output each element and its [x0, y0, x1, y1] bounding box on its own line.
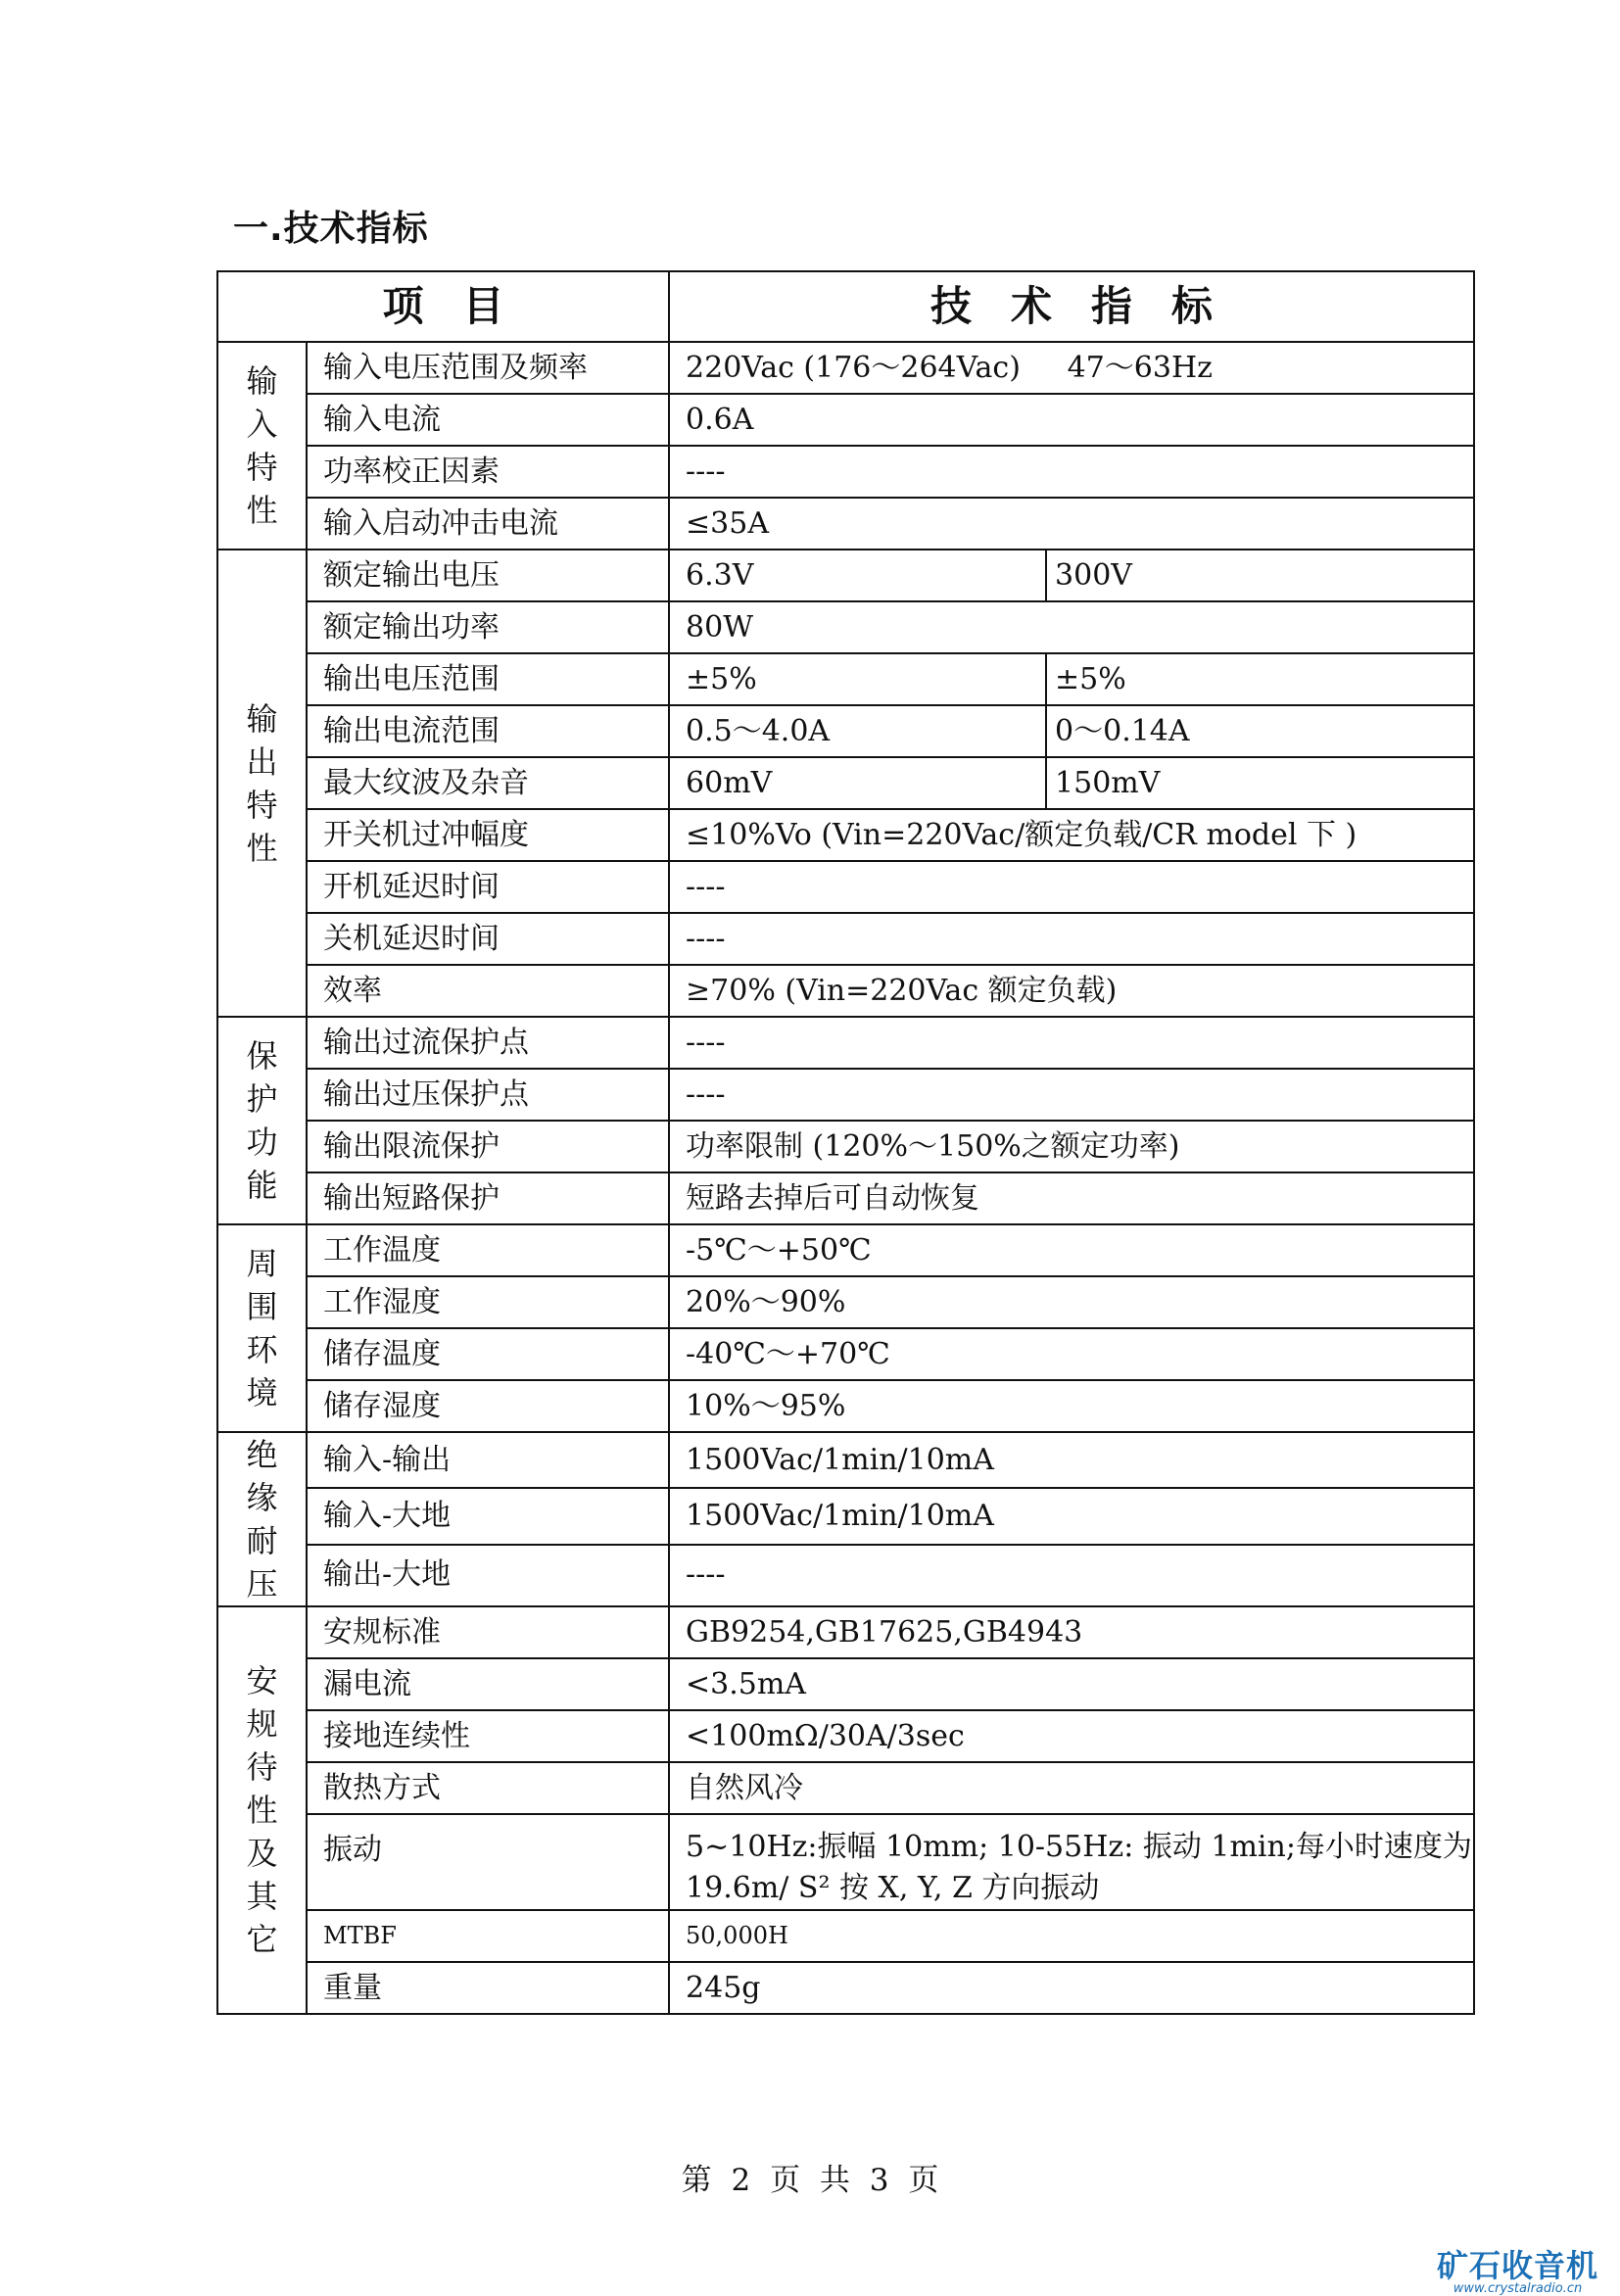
row-value: -5℃～+50℃	[669, 1224, 1474, 1276]
row-value: ≤35A	[669, 498, 1474, 550]
table-row	[217, 1545, 1474, 1606]
row-value: ----	[669, 1545, 1474, 1606]
row-value: <3.5mA	[669, 1658, 1474, 1710]
vibration-line-2: 19.6m/ S² 按 X, Y, Z 方向振动	[686, 1871, 1100, 1905]
row-label: 输出限流保护	[307, 1121, 669, 1172]
group-env: 周围环境	[217, 1224, 307, 1432]
row-value: <100mΩ/30A/3sec	[669, 1710, 1474, 1762]
header-spec: 技术指标	[669, 271, 1474, 342]
row-label: 输出过流保护点	[307, 1017, 669, 1069]
row-label: 重量	[307, 1962, 669, 2014]
row-label: 功率校正因素	[307, 446, 669, 498]
table-row	[217, 1224, 1474, 1276]
table-row	[217, 1488, 1474, 1544]
row-value: ≥70% (Vin=220Vac 额定负载)	[669, 965, 1474, 1017]
row-value: 功率限制 (120%～150%之额定功率)	[669, 1121, 1474, 1172]
row-value: ≤10%Vo (Vin=220Vac/额定负载/CR model 下 )	[669, 809, 1474, 861]
page-footer: 第 2 页 共 3 页	[681, 2163, 939, 2198]
table-row	[217, 601, 1474, 653]
group-protect: 保护功能	[217, 1017, 307, 1224]
table-row	[217, 861, 1474, 913]
row-label: 漏电流	[307, 1658, 669, 1710]
table-row	[217, 1658, 1474, 1710]
table-row	[217, 1910, 1474, 1962]
row-label: 输入电流	[307, 394, 669, 446]
row-value: 短路去掉后可自动恢复	[669, 1172, 1474, 1224]
row-value: 220Vac (176～264Vac) 47～63Hz	[669, 342, 1474, 394]
row-value: 6.3V	[669, 550, 1046, 601]
row-label: 输入启动冲击电流	[307, 498, 669, 550]
row-value: -40℃～+70℃	[669, 1328, 1474, 1380]
table-row	[217, 809, 1474, 861]
row-label: 工作湿度	[307, 1276, 669, 1328]
row-label: 安规标准	[307, 1606, 669, 1658]
table-row	[217, 1172, 1474, 1224]
table-row	[217, 913, 1474, 965]
row-value: 1500Vac/1min/10mA	[669, 1488, 1474, 1544]
row-value: ----	[669, 446, 1474, 498]
row-label: 输入电压范围及频率	[307, 342, 669, 394]
row-label: 工作温度	[307, 1224, 669, 1276]
row-label: 振动	[307, 1814, 669, 1910]
row-label: 输出-大地	[307, 1545, 669, 1606]
row-label: 储存温度	[307, 1328, 669, 1380]
table-row	[217, 1814, 1474, 1910]
vibration-line-1: 5~10Hz:振幅 10mm; 10-55Hz: 振动 1min;每小时速度为	[686, 1830, 1472, 1864]
row-value: 10%～95%	[669, 1380, 1474, 1432]
group-safety: 安规待性及其它	[217, 1606, 307, 2014]
row-label: 散热方式	[307, 1762, 669, 1814]
row-label: 输出电压范围	[307, 653, 669, 705]
row-label: 最大纹波及杂音	[307, 757, 669, 809]
row-label: 输入-大地	[307, 1488, 669, 1544]
row-value: ----	[669, 1017, 1474, 1069]
row-label: 输出过压保护点	[307, 1069, 669, 1121]
row-value: 80W	[669, 601, 1474, 653]
row-value: 60mV	[669, 757, 1046, 809]
row-value: 0.5～4.0A	[669, 705, 1046, 757]
row-value: 50,000H	[669, 1910, 1474, 1962]
table-row	[217, 965, 1474, 1017]
table-row	[217, 1276, 1474, 1328]
row-value: GB9254,GB17625,GB4943	[669, 1606, 1474, 1658]
row-label: 关机延迟时间	[307, 913, 669, 965]
row-value: 20%～90%	[669, 1276, 1474, 1328]
table-header-row	[217, 271, 1474, 342]
row-value-2: 300V	[1046, 550, 1474, 601]
group-insulation: 绝缘耐压	[217, 1432, 307, 1606]
group-output: 输出特性	[217, 550, 307, 1017]
row-value	[669, 1814, 1474, 1910]
row-value-2: 150mV	[1046, 757, 1474, 809]
table-row	[217, 1962, 1474, 2014]
table-row	[217, 1017, 1474, 1069]
table-row	[217, 1762, 1474, 1814]
row-label: 储存湿度	[307, 1380, 669, 1432]
section-heading: 一.技术指标	[233, 209, 429, 249]
row-label: 开机延迟时间	[307, 861, 669, 913]
row-label: MTBF	[307, 1910, 669, 1962]
row-value-2: ±5%	[1046, 653, 1474, 705]
row-label: 输出电流范围	[307, 705, 669, 757]
spec-table	[216, 270, 1475, 2015]
row-value: 1500Vac/1min/10mA	[669, 1432, 1474, 1488]
header-item: 项目	[217, 271, 669, 342]
table-row	[217, 1069, 1474, 1121]
row-value: ±5%	[669, 653, 1046, 705]
table-row	[217, 1606, 1474, 1658]
table-row	[217, 1121, 1474, 1172]
table-row	[217, 446, 1474, 498]
row-label: 开关机过冲幅度	[307, 809, 669, 861]
table-row	[217, 653, 1474, 705]
row-value: ----	[669, 861, 1474, 913]
row-value: ----	[669, 913, 1474, 965]
table-row	[217, 394, 1474, 446]
table-row	[217, 757, 1474, 809]
row-value: ----	[669, 1069, 1474, 1121]
logo-text-cn: 矿石收音机	[1436, 2247, 1598, 2284]
row-label: 效率	[307, 965, 669, 1017]
group-input: 输入特性	[217, 342, 307, 550]
site-logo	[1437, 2249, 1598, 2296]
logo-text-en: www.crystalradio.cn	[1453, 2281, 1583, 2296]
row-label: 输入-输出	[307, 1432, 669, 1488]
table-row	[217, 342, 1474, 394]
row-label: 额定输出功率	[307, 601, 669, 653]
row-value-2: 0～0.14A	[1046, 705, 1474, 757]
table-row	[217, 1710, 1474, 1762]
row-value: 0.6A	[669, 394, 1474, 446]
table-row	[217, 1380, 1474, 1432]
row-label: 输出短路保护	[307, 1172, 669, 1224]
row-label: 接地连续性	[307, 1710, 669, 1762]
table-row	[217, 705, 1474, 757]
table-row	[217, 550, 1474, 601]
row-value: 自然风冷	[669, 1762, 1474, 1814]
row-value: 245g	[669, 1962, 1474, 2014]
table-row	[217, 1432, 1474, 1488]
row-label: 额定输出电压	[307, 550, 669, 601]
table-row	[217, 498, 1474, 550]
table-row	[217, 1328, 1474, 1380]
